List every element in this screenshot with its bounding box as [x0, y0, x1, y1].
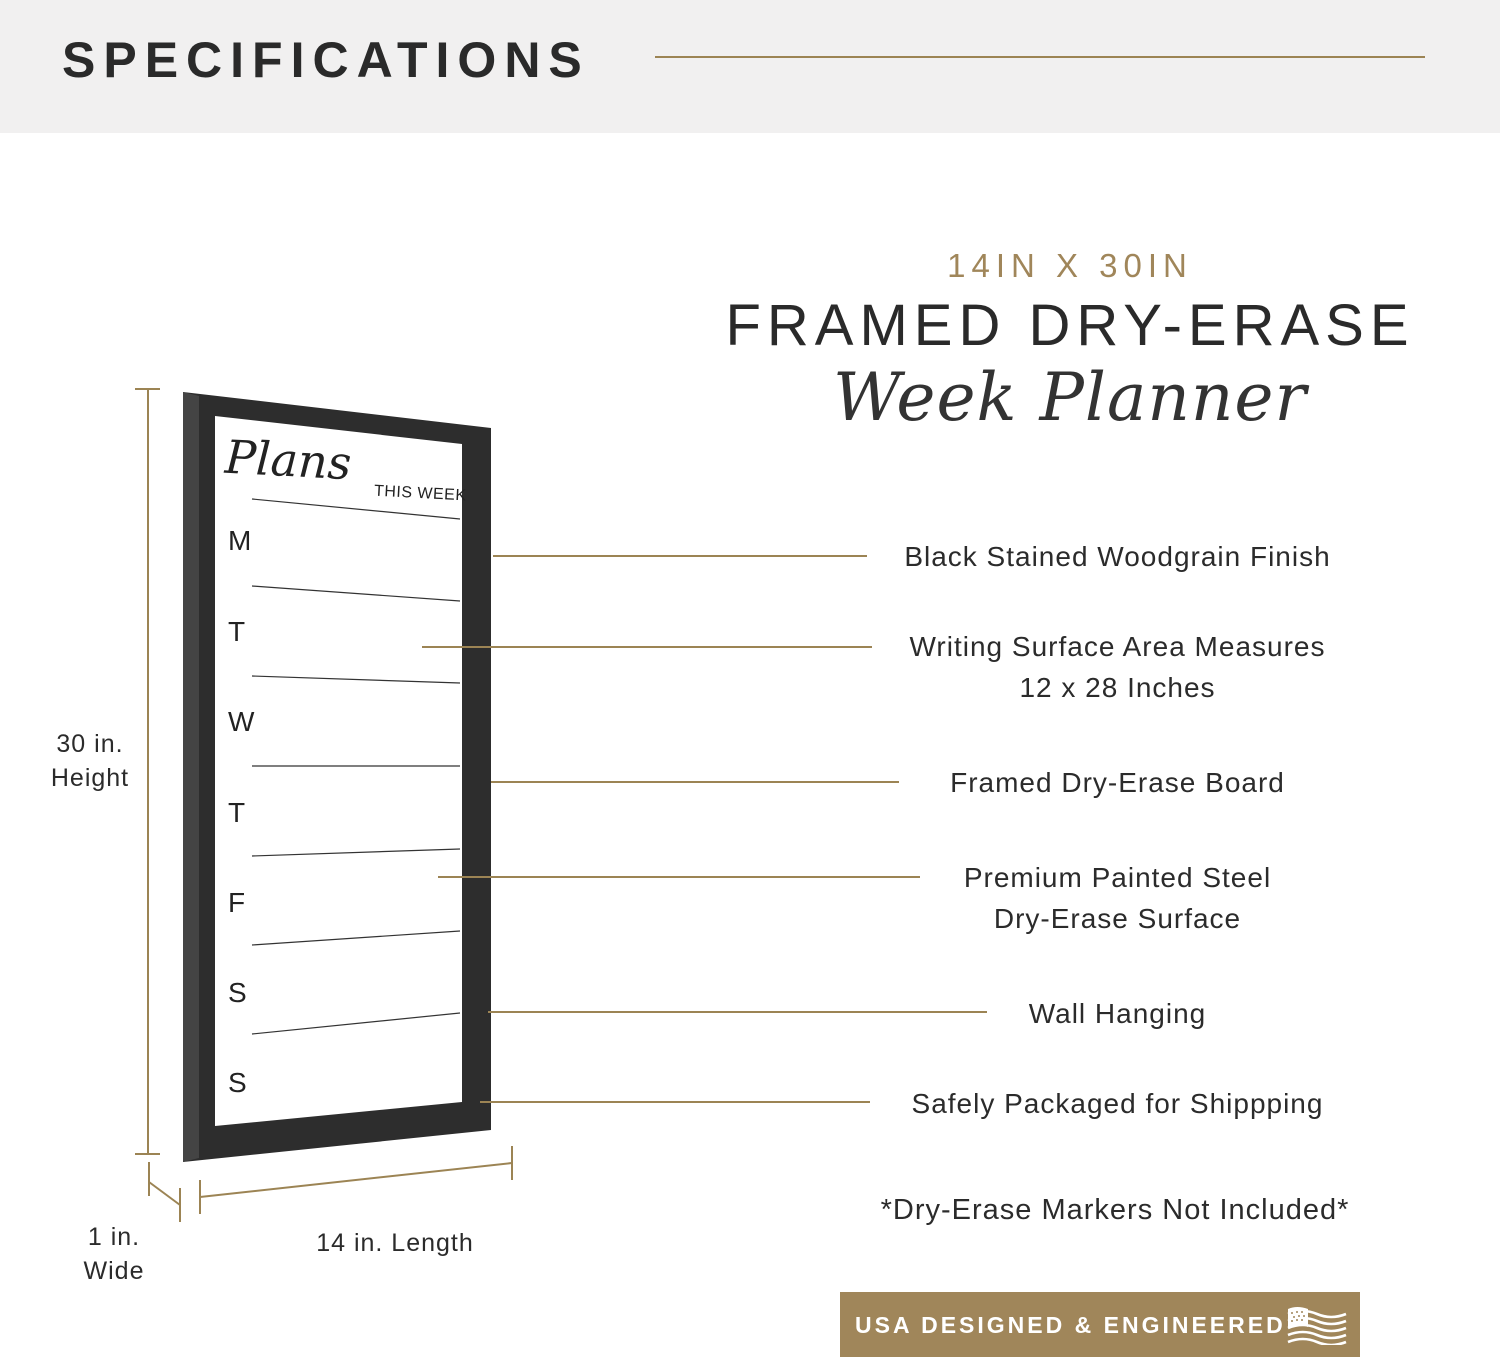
day-label-wednesday: W	[228, 706, 255, 737]
length-dimension	[200, 1146, 512, 1214]
feature-leader-packaging	[480, 1101, 870, 1103]
header-banner	[0, 0, 1500, 133]
feature-board: Framed Dry-Erase Board	[950, 767, 1285, 798]
plans-script-label: Plans	[223, 429, 353, 491]
depth-dimension	[149, 1162, 180, 1222]
feature-leader-surface-area	[422, 646, 872, 648]
feature-steel-line-1: Premium Painted Steel	[963, 862, 1272, 893]
this-week-label: THIS WEEK	[373, 482, 467, 505]
height-caption: Height	[50, 764, 130, 792]
feature-packaging: Safely Packaged for Shippping	[911, 1088, 1324, 1119]
header-divider	[655, 56, 1425, 58]
product-size: 14IN X 30IN	[947, 247, 1193, 284]
feature-leader-finish	[493, 555, 867, 557]
product-script-title: Week Planner	[832, 359, 1308, 436]
length-label: 14 in. Length	[316, 1229, 474, 1257]
usa-badge-label: USA DESIGNED & ENGINEERED	[855, 1312, 1286, 1338]
feature-wall-hanging: Wall Hanging	[1028, 998, 1207, 1029]
day-label-monday: M	[228, 525, 252, 556]
width-value: 1 in.	[87, 1223, 141, 1251]
day-label-saturday: S	[228, 977, 247, 1008]
width-caption: Wide	[83, 1257, 145, 1285]
feature-steel	[860, 857, 1375, 939]
feature-surface-area-line-1: Writing Surface Area Measures	[909, 631, 1326, 662]
day-label-friday: F	[228, 887, 246, 918]
product-name: FRAMED DRY-ERASE	[725, 293, 1415, 358]
feature-leader-board	[491, 781, 899, 783]
feature-finish: Black Stained Woodgrain Finish	[904, 541, 1331, 572]
day-label-tuesday: T	[228, 616, 246, 647]
width-label	[62, 1220, 166, 1288]
us-flag-icon	[1286, 1305, 1348, 1345]
page-title: SPECIFICATIONS	[62, 32, 590, 88]
markers-note: *Dry-Erase Markers Not Included*	[880, 1194, 1350, 1226]
feature-steel-line-2: Dry-Erase Surface	[993, 903, 1242, 934]
feature-surface-area-line-2: 12 x 28 Inches	[1019, 672, 1216, 703]
height-value: 30 in.	[56, 730, 124, 758]
board-illustration	[0, 380, 540, 1240]
day-label-sunday: S	[228, 1067, 247, 1098]
feature-surface-area	[860, 626, 1375, 708]
day-label-thursday: T	[228, 797, 246, 828]
usa-badge	[840, 1292, 1360, 1357]
height-label	[30, 727, 150, 795]
writing-surface	[215, 416, 462, 1126]
feature-leader-steel	[438, 876, 920, 878]
frame-bevel	[183, 392, 199, 1162]
